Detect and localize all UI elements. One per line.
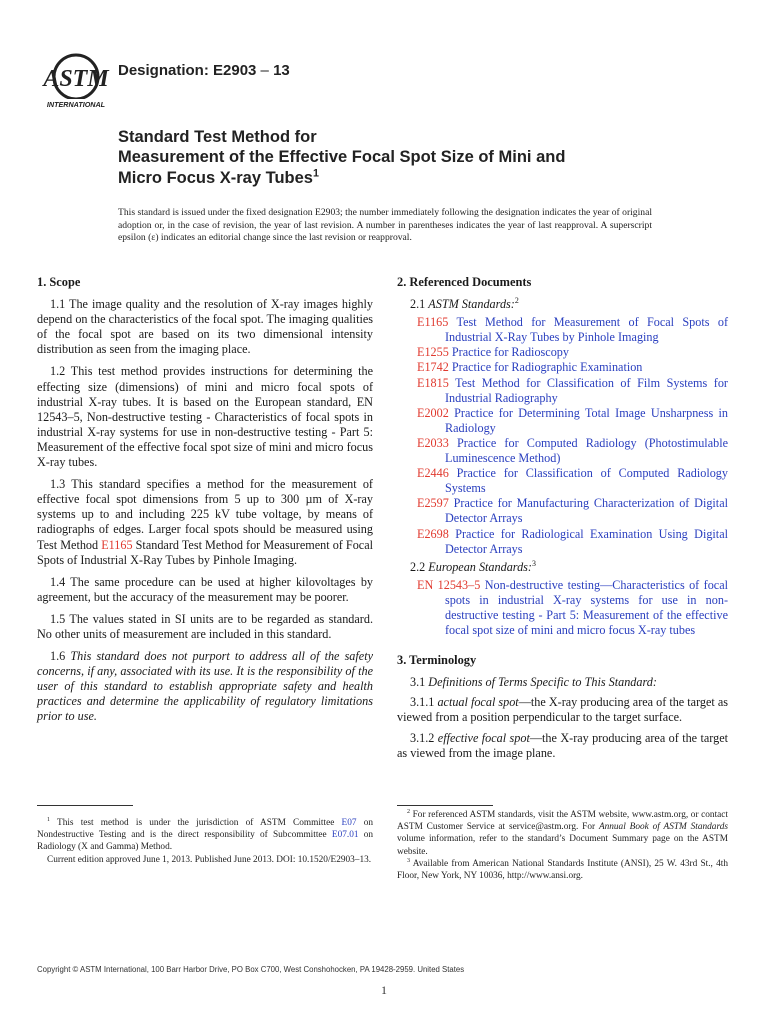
scope-heading: 1. Scope: [37, 275, 81, 289]
designation: [118, 62, 290, 79]
reference-code-link[interactable]: E1742: [417, 360, 449, 375]
referenced-documents-heading: 2. Referenced Documents: [397, 275, 532, 289]
scope-para-1-3-text-b: Standard Test Method for Measurement of Focal Spots of Industrial X-Ray Tubes by Pinhole Imaging.: [37, 537, 374, 567]
terminology-para-3-1-1: [397, 695, 728, 725]
issuance-notice: This standard is issued under the fixed designation E2903; the number immediately following the designation indicates the year of original adoption or, in the case of revision, the year of last revision. A number in parentheses indicates the year of last reapproval. A superscript epsilon (ε) indicates an editorial change since the last revision or reapproval.: [118, 207, 652, 244]
reference-code-link[interactable]: E2033: [417, 435, 449, 450]
footnote-1-text-c: on Radiology (X and Gamma) Method.: [37, 830, 373, 853]
designation-label: Designation: E2903: [118, 62, 257, 79]
title-line-3-text: Micro Focus X-ray Tubes: [118, 169, 313, 187]
footnote-1-text-b: on Nondestructive Testing and is the direct responsibility of Subcommittee: [37, 818, 373, 841]
reference-code-link[interactable]: E2698: [417, 526, 449, 541]
title-line-2: Measurement of the Effective Focal Spot Size of Mini and: [118, 148, 566, 166]
reference-item: [407, 466, 728, 496]
scope-para-1-6-text: This standard does not purport to address all of the safety concerns, if any, associated with its use. It is the responsibility of the user of this standard to establish appropriate safety and health practices and determine the applicability of regulatory limitations prior to use.: [37, 649, 373, 724]
reference-title-link[interactable]: Practice for Classification of Computed Radiology Systems: [445, 466, 728, 496]
reference-item: [407, 578, 728, 638]
reference-code-link[interactable]: EN 12543–5: [417, 577, 481, 592]
scope-para-1-6-num: 1.6: [50, 649, 71, 664]
reference-item: [407, 360, 728, 375]
reference-title-link[interactable]: Practice for Manufacturing Characterization of Digital Detector Arrays: [445, 496, 728, 526]
title-footnote-mark: 1: [313, 167, 319, 180]
astm-standards-text: ASTM Standards:: [428, 297, 515, 312]
scope-para-1-5: 1.5 The values stated in SI units are to be regarded as standard. No other units of measurement are included in this standard.: [37, 611, 373, 641]
reference-title-link[interactable]: Practice for Determining Total Image Unsharpness in Radiology: [445, 405, 728, 435]
terminology-3-1-num: 3.1: [410, 675, 429, 690]
scope-para-1-3-text-a: 1.3 This standard specifies a method for the measurement of effective focal spot dimensions from 5 up to 300 µm of X-ray systems up to and including 225 kV tube voltage, by means of radiographs of edges. Larger focal spots should be measured using Test Method: [37, 477, 373, 552]
footnote-1: [37, 817, 373, 854]
link-e07[interactable]: E07: [341, 818, 357, 828]
reference-item: [407, 345, 728, 360]
scope-para-1-3: [37, 477, 373, 568]
astm-logo: [40, 50, 112, 110]
reference-code-link[interactable]: E1165: [417, 315, 449, 330]
reference-title-link[interactable]: Practice for Radioscopy: [448, 345, 569, 360]
european-reference-list: [397, 578, 728, 638]
reference-item: [407, 496, 728, 526]
reference-title-link[interactable]: Test Method for Measurement of Focal Spots of Industrial X-Ray Tubes by Pinhole Imaging: [445, 315, 728, 345]
title-line-1: Standard Test Method for: [118, 128, 317, 146]
reference-item: [407, 436, 728, 466]
astm-standards-num: 2.1: [410, 297, 429, 312]
svg-text:ASTM: ASTM: [43, 66, 109, 92]
footnotes-right: [397, 809, 728, 882]
footnote-2-mark: 2: [407, 808, 411, 815]
european-standards-num: 2.2: [410, 559, 429, 574]
footnote-3-text: Available from American National Standards Institute (ANSI), 25 W. 43rd St., 4th Floor, New York, NY 10036, http://www.ansi.org.: [397, 858, 728, 882]
reference-code-link[interactable]: E1815: [417, 375, 449, 390]
title-line-3: [118, 168, 738, 189]
term-effective-focal-spot: effective focal spot: [437, 730, 530, 745]
terminology-3-1-text: Definitions of Terms Specific to This Standard:: [428, 675, 657, 690]
footnote-1-mark: 1: [47, 816, 51, 823]
footnote-3: [397, 858, 728, 882]
link-e07-01[interactable]: E07.01: [331, 830, 359, 841]
reference-code-link[interactable]: E2446: [417, 466, 449, 481]
astm-standards-label: [397, 297, 728, 312]
reference-code-link[interactable]: E1255: [417, 345, 449, 360]
reference-item: [407, 527, 728, 557]
european-standards-text: European Standards:: [428, 559, 532, 574]
right-column: [397, 275, 728, 766]
footnote-2-text-b: volume information, refer to the standard’s Document Summary page on the ASTM website.: [397, 834, 728, 857]
footnote-mark-2: 2: [514, 296, 519, 306]
reference-title-link[interactable]: Non-destructive testing—Characteristics of focal spots in industrial X-ray systems for use in non-destructive testing - Part 5: Measurement of the effective focal spot size of mini and micro focus X-ray tubes: [445, 577, 728, 638]
reference-title-link[interactable]: Practice for Radiological Examination Using Digital Detector Arrays: [445, 526, 728, 556]
footnote-2: [397, 809, 728, 858]
footnote-2-book-title: Annual Book of ASTM Standards: [598, 822, 728, 833]
reference-item: [407, 376, 728, 406]
footnotes-left: [37, 817, 373, 866]
footnote-mark-3: 3: [531, 558, 536, 568]
terminology-3-1-1-text: —the X-ray producing area of the target as viewed from a position perpendicular to the target surface.: [397, 695, 729, 725]
footnote-2-text-a: For referenced ASTM standards, visit the ASTM website, www.astm.org, or contact ASTM Customer Service at service@astm.org. For: [397, 810, 728, 833]
link-e1165[interactable]: E1165: [101, 537, 133, 552]
scope-para-1-2: 1.2 This test method provides instructions for determining the effecting size (dimensions) of mini and micro focal spots of industrial X-ray tubes. It is based on the European standard, EN 12543–5, Non-destructive testing - Characteristics of focal spots in industrial X-ray systems for use in non-destructive testing - Part 5: Measurement of the effective focal spot size of mini and micro focus X-ray tubes.: [37, 364, 373, 470]
reference-code-link[interactable]: E2597: [417, 496, 449, 511]
designation-dash: –: [256, 62, 274, 79]
terminology-para-3-1-2: [397, 731, 728, 761]
scope-para-1-4: 1.4 The same procedure can be used at higher kilovoltages by agreement, but the accuracy of the measurement may be poorer.: [37, 574, 373, 604]
reference-item: [407, 315, 728, 345]
page-number: 1: [381, 983, 387, 997]
astm-reference-list: [397, 315, 728, 557]
copyright-notice: Copyright © ASTM International, 100 Barr Harbor Drive, PO Box C700, West Conshohocken, PA 19428-2959. United States: [37, 965, 465, 974]
footnote-1-text-a: This test method is under the jurisdiction of ASTM Committee: [50, 818, 342, 828]
scope-para-1-6: [37, 649, 373, 724]
footnote-divider-left: [37, 805, 133, 806]
terminology-3-1-1-num: 3.1.1: [410, 695, 438, 710]
reference-item: [407, 406, 728, 436]
reference-title-link[interactable]: Practice for Radiographic Examination: [448, 360, 643, 375]
designation-year: 13: [273, 62, 290, 79]
terminology-heading: 3. Terminology: [397, 653, 477, 668]
terminology-3-1-2-num: 3.1.2: [410, 730, 438, 745]
footnote-divider-right: [397, 805, 493, 806]
scope-para-1-1: 1.1 The image quality and the resolution of X-ray images highly depend on the characteristics of the focal spot. The imaging qualities of the focal spot are based on its two dimensional intensity distribution as seen from the imaging place.: [37, 297, 373, 357]
reference-title-link[interactable]: Test Method for Classification of Film Systems for Industrial Radiography: [445, 375, 728, 405]
european-standards-label: [397, 560, 728, 575]
svg-text:INTERNATIONAL: INTERNATIONAL: [46, 100, 106, 109]
document-title: [118, 127, 738, 189]
term-actual-focal-spot: actual focal spot: [437, 695, 519, 710]
reference-title-link[interactable]: Practice for Computed Radiology (Photostimulable Luminescence Method): [445, 435, 728, 466]
reference-code-link[interactable]: E2002: [417, 405, 449, 420]
footnote-3-mark: 3: [407, 857, 411, 864]
left-column: [37, 275, 373, 732]
terminology-para-3-1: [397, 675, 728, 690]
terminology-3-1-2-text: —the X-ray producing area of the target as viewed from the image plane.: [397, 730, 729, 760]
footnote-1-edition: Current edition approved June 1, 2013. Published June 2013. DOI: 10.1520/E2903–13.: [47, 854, 372, 865]
